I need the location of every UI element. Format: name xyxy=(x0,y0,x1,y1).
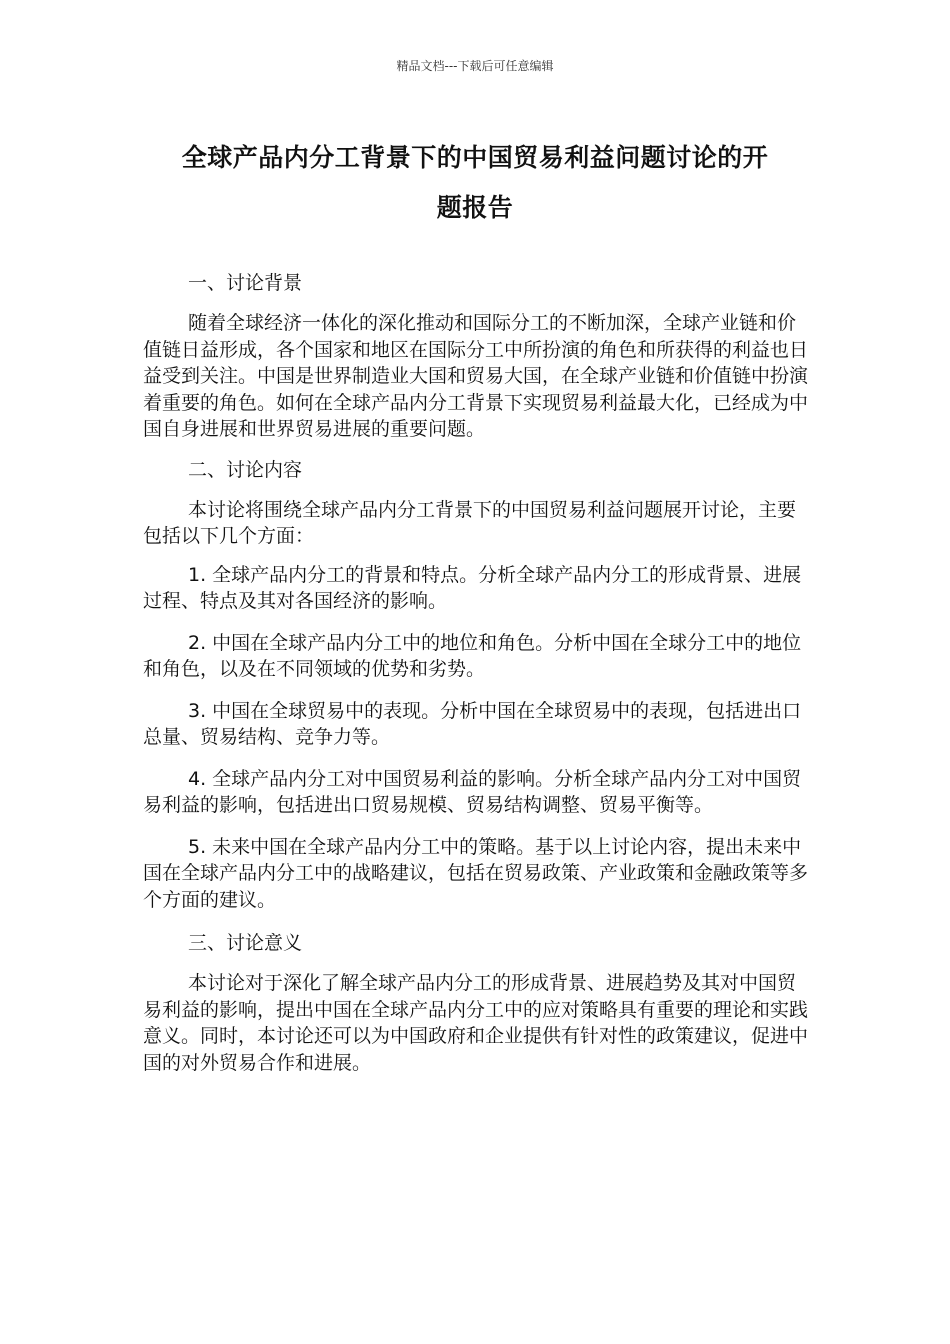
background-paragraph: 随着全球经济一体化的深化推动和国际分工的不断加深，全球产业链和价值链日益形成，各个国家和地区在国际分工中所扮演的角色和所获得的利益也日益受到关注。中国是世界制造业大国和贸易大国，在全球产业链和价值链中扮演着重要的角色。如何在全球产品内分工背景下实现贸易利益最大化，已经成为中国自身进展和世界贸易进展的重要问题。 xyxy=(143,312,809,440)
document-title xyxy=(130,133,820,233)
header-note: 精品文档---下载后可任意编辑 xyxy=(396,59,554,73)
section-heading-significance: 三、讨论意义 xyxy=(188,932,303,954)
content-list-item-1: 1. 全球产品内分工的背景和特点。分析全球产品内分工的形成背景、进展过程、特点及其对各国经济的影响。 xyxy=(143,563,802,612)
document-body xyxy=(143,268,808,1088)
document-title-line-1: 全球产品内分工背景下的中国贸易利益问题讨论的开 xyxy=(181,143,769,172)
significance-paragraph: 本讨论对于深化了解全球产品内分工的形成背景、进展趋势及其对中国贸易利益的影响，提出中国在全球产品内分工中的应对策略具有重要的理论和实践意义。同时，本讨论还可以为中国政府和企业提供有针对性的政策建议，促进中国的对外贸易合作和进展。 xyxy=(143,972,809,1074)
content-list-item-3: 3. 中国在全球贸易中的表现。分析中国在全球贸易中的表现，包括进出口总量、贸易结构、竞争力等。 xyxy=(143,699,802,748)
content-list-item-4: 4. 全球产品内分工对中国贸易利益的影响。分析全球产品内分工对中国贸易利益的影响，包括进出口贸易规模、贸易结构调整、贸易平衡等。 xyxy=(143,767,802,816)
content-list-item-5: 5. 未来中国在全球产品内分工中的策略。基于以上讨论内容，提出未来中国在全球产品内分工中的战略建议，包括在贸易政策、产业政策和金融政策等多个方面的建议。 xyxy=(143,835,809,911)
content-list-item-2: 2. 中国在全球产品内分工中的地位和角色。分析中国在全球分工中的地位和角色，以及在不同领域的优势和劣势。 xyxy=(143,631,802,680)
section-heading-background: 一、讨论背景 xyxy=(188,272,303,294)
section-heading-content: 二、讨论内容 xyxy=(188,458,303,481)
content-intro-paragraph: 本讨论将围绕全球产品内分工背景下的中国贸易利益问题展开讨论，主要包括以下几个方面： xyxy=(143,498,797,547)
document-title-line-2: 题报告 xyxy=(436,193,514,222)
